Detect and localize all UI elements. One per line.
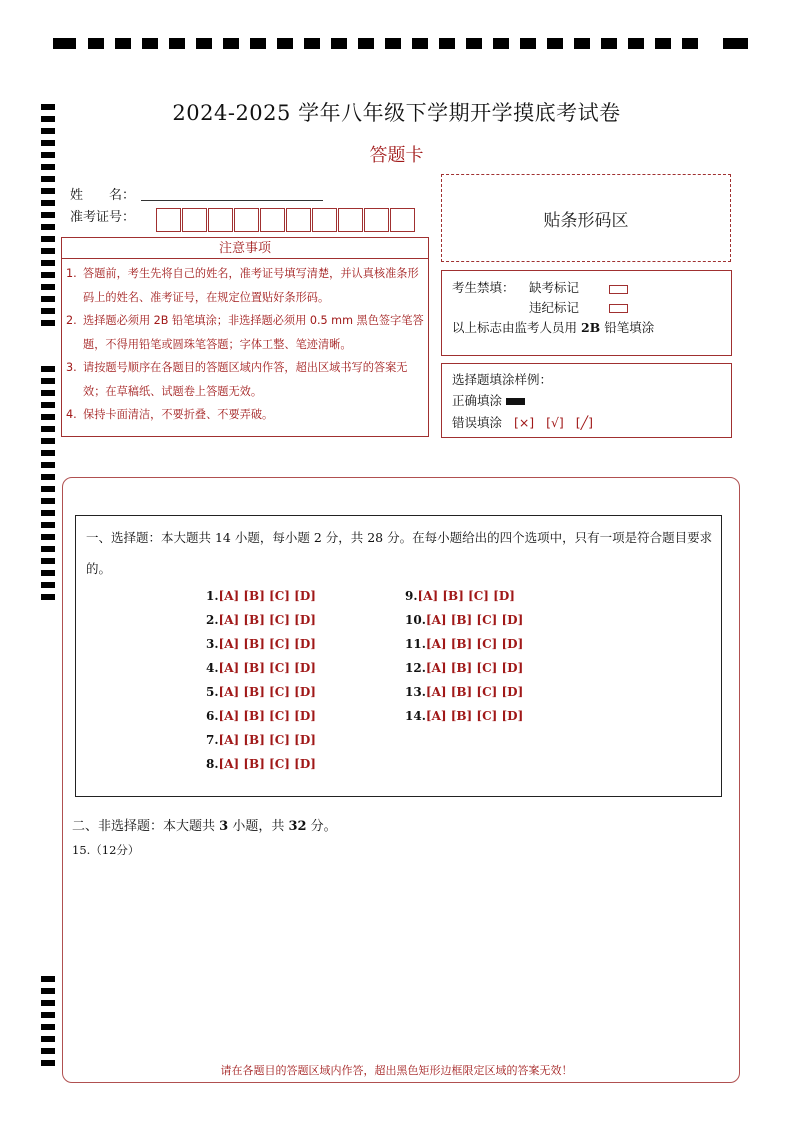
timing-mark: [41, 248, 55, 254]
notice-box: [61, 259, 429, 437]
exam-id-label: 准考证号：: [70, 210, 136, 225]
exam-id-digit-box[interactable]: [260, 208, 285, 232]
question-15-answer-area[interactable]: [70, 862, 730, 1052]
timing-mark: [520, 38, 536, 49]
exam-id-digit-box[interactable]: [338, 208, 363, 232]
exam-id-digit-box[interactable]: [390, 208, 415, 232]
timing-mark: [41, 438, 55, 444]
timing-mark: [41, 1012, 55, 1018]
question-row[interactable]: 4.[A] [B] [C] [D]: [206, 661, 316, 675]
timing-mark: [41, 366, 55, 372]
timing-mark: [196, 38, 212, 49]
timing-mark: [41, 414, 55, 420]
timing-mark: [41, 1036, 55, 1042]
exam-id-digit-box[interactable]: [364, 208, 389, 232]
timing-mark: [41, 390, 55, 396]
question-row[interactable]: 11.[A] [B] [C] [D]: [405, 637, 524, 651]
correct-fill-mark: [506, 398, 525, 405]
notice-item: 2. 选择题必须用 2B 铅笔填涂；非选择题必须用 0.5 mm 黑色签字笔答题，不得用铅笔或圆珠笔答题；字体工整、笔迹清晰。: [66, 314, 424, 351]
timing-mark: [169, 38, 185, 49]
question-row[interactable]: 14.[A] [B] [C] [D]: [405, 709, 524, 723]
question-row[interactable]: 9.[A] [B] [C] [D]: [405, 589, 515, 603]
barcode-label: 贴条形码区: [543, 210, 629, 231]
examiner-only-label: 考生禁填：: [452, 280, 515, 295]
timing-mark: [250, 38, 266, 49]
section1-description: 一、选择题：本大题共 14 小题，每小题 2 分，共 28 分。在每小题给出的四个选项中，只有一项是符合题目要求的。: [86, 530, 713, 576]
timing-mark: [41, 188, 55, 194]
timing-mark: [41, 988, 55, 994]
timing-mark: [41, 1048, 55, 1054]
timing-mark: [41, 1024, 55, 1030]
timing-mark: [41, 176, 55, 182]
timing-mark: [41, 296, 55, 302]
page-title: 2024-2025 学年八年级下学期开学摸底考试卷: [172, 101, 621, 125]
violation-mark-box[interactable]: [609, 300, 628, 315]
timing-mark: [439, 38, 455, 49]
notice-item: 1. 答题前，考生先将自己的姓名，准考证号填写清楚，并认真核准条形码上的姓名、准考证号，在规定位置贴好条形码。: [66, 267, 419, 304]
fill-sample-label: 选择题填涂样例：: [452, 372, 553, 387]
timing-mark: [331, 38, 347, 49]
timing-mark: [41, 534, 55, 540]
violation-mark-label: 违纪标记: [529, 300, 580, 315]
question-row[interactable]: 7.[A] [B] [C] [D]: [206, 733, 316, 747]
timing-mark: [41, 558, 55, 564]
timing-mark: [41, 426, 55, 432]
correct-fill-label: 正确填涂: [452, 391, 525, 409]
timing-mark: [601, 38, 617, 49]
exam-id-digit-box[interactable]: [182, 208, 207, 232]
notice-item: 3. 请按题号顺序在各题目的答题区域内作答，超出区域书写的答案无效；在草稿纸、试题卷上答题无效。: [66, 361, 408, 398]
timing-mark: [41, 976, 55, 982]
timing-mark: [682, 38, 698, 49]
examiner-note: 以上标志由监考人员用 2B 铅笔填涂: [452, 320, 655, 335]
exam-id-digit-box[interactable]: [234, 208, 259, 232]
answer-sheet-subtitle: 答题卡: [369, 145, 424, 166]
timing-mark: [41, 594, 55, 600]
question-row[interactable]: 2.[A] [B] [C] [D]: [206, 613, 316, 627]
timing-mark: [628, 38, 644, 49]
timing-mark: [41, 510, 55, 516]
question-row[interactable]: 3.[A] [B] [C] [D]: [206, 637, 316, 651]
examiner-only-box: [441, 270, 732, 356]
question-row[interactable]: 13.[A] [B] [C] [D]: [405, 685, 524, 699]
timing-mark: [41, 462, 55, 468]
question-row[interactable]: 10.[A] [B] [C] [D]: [405, 613, 524, 627]
timing-mark: [304, 38, 320, 49]
timing-mark: [41, 522, 55, 528]
timing-mark: [358, 38, 374, 49]
timing-mark: [41, 486, 55, 492]
timing-mark: [142, 38, 158, 49]
wrong-fill-label: 错误填涂 [×] [√] [╱]: [452, 415, 594, 430]
timing-mark: [88, 38, 104, 49]
timing-mark: [574, 38, 590, 49]
question-15-label: 15.（12分）: [72, 843, 140, 857]
question-row[interactable]: 12.[A] [B] [C] [D]: [405, 661, 524, 675]
notice-item: 4. 保持卡面清洁，不要折叠、不要弄破。: [66, 408, 274, 421]
timing-mark: [41, 200, 55, 206]
question-row[interactable]: 5.[A] [B] [C] [D]: [206, 685, 316, 699]
timing-mark: [41, 378, 55, 384]
timing-mark: [385, 38, 401, 49]
section2-heading: 二、非选择题：本大题共 3 小题，共 32 分。: [72, 819, 337, 834]
timing-mark: [41, 474, 55, 480]
timing-mark: [41, 308, 55, 314]
timing-mark: [115, 38, 131, 49]
timing-mark: [223, 38, 239, 49]
fill-sample-box: [441, 363, 732, 438]
timing-mark: [41, 224, 55, 230]
timing-mark: [41, 236, 55, 242]
exam-id-digit-box[interactable]: [312, 208, 337, 232]
timing-mark: [466, 38, 482, 49]
name-field[interactable]: [141, 200, 323, 201]
timing-mark: [412, 38, 428, 49]
timing-mark: [41, 582, 55, 588]
timing-mark: [41, 284, 55, 290]
timing-mark: [723, 38, 748, 49]
question-row[interactable]: 8.[A] [B] [C] [D]: [206, 757, 316, 771]
absent-mark-box[interactable]: [609, 281, 628, 296]
name-label: 姓 名：: [70, 188, 136, 203]
absent-mark-label: 缺考标记: [529, 280, 580, 295]
timing-mark: [41, 1000, 55, 1006]
timing-mark: [655, 38, 671, 49]
timing-mark: [41, 320, 55, 326]
timing-mark: [493, 38, 509, 49]
timing-mark: [41, 128, 55, 134]
timing-mark: [41, 260, 55, 266]
exam-id-digit-box[interactable]: [286, 208, 311, 232]
exam-id-digit-box[interactable]: [156, 208, 181, 232]
timing-mark: [41, 570, 55, 576]
barcode-area: [441, 174, 731, 262]
question-row[interactable]: 6.[A] [B] [C] [D]: [206, 709, 316, 723]
timing-mark: [41, 546, 55, 552]
timing-mark: [41, 450, 55, 456]
exam-id-digit-box[interactable]: [208, 208, 233, 232]
timing-mark: [277, 38, 293, 49]
timing-mark: [41, 272, 55, 278]
timing-mark: [41, 498, 55, 504]
timing-mark: [547, 38, 563, 49]
timing-mark: [41, 402, 55, 408]
timing-mark: [53, 38, 76, 49]
question-row[interactable]: 1.[A] [B] [C] [D]: [206, 589, 316, 603]
notice-heading: 注意事项: [61, 237, 429, 259]
footer-warning: 请在各题目的答题区域内作答，超出黑色矩形边框限定区域的答案无效！: [220, 1064, 573, 1077]
timing-mark: [41, 212, 55, 218]
